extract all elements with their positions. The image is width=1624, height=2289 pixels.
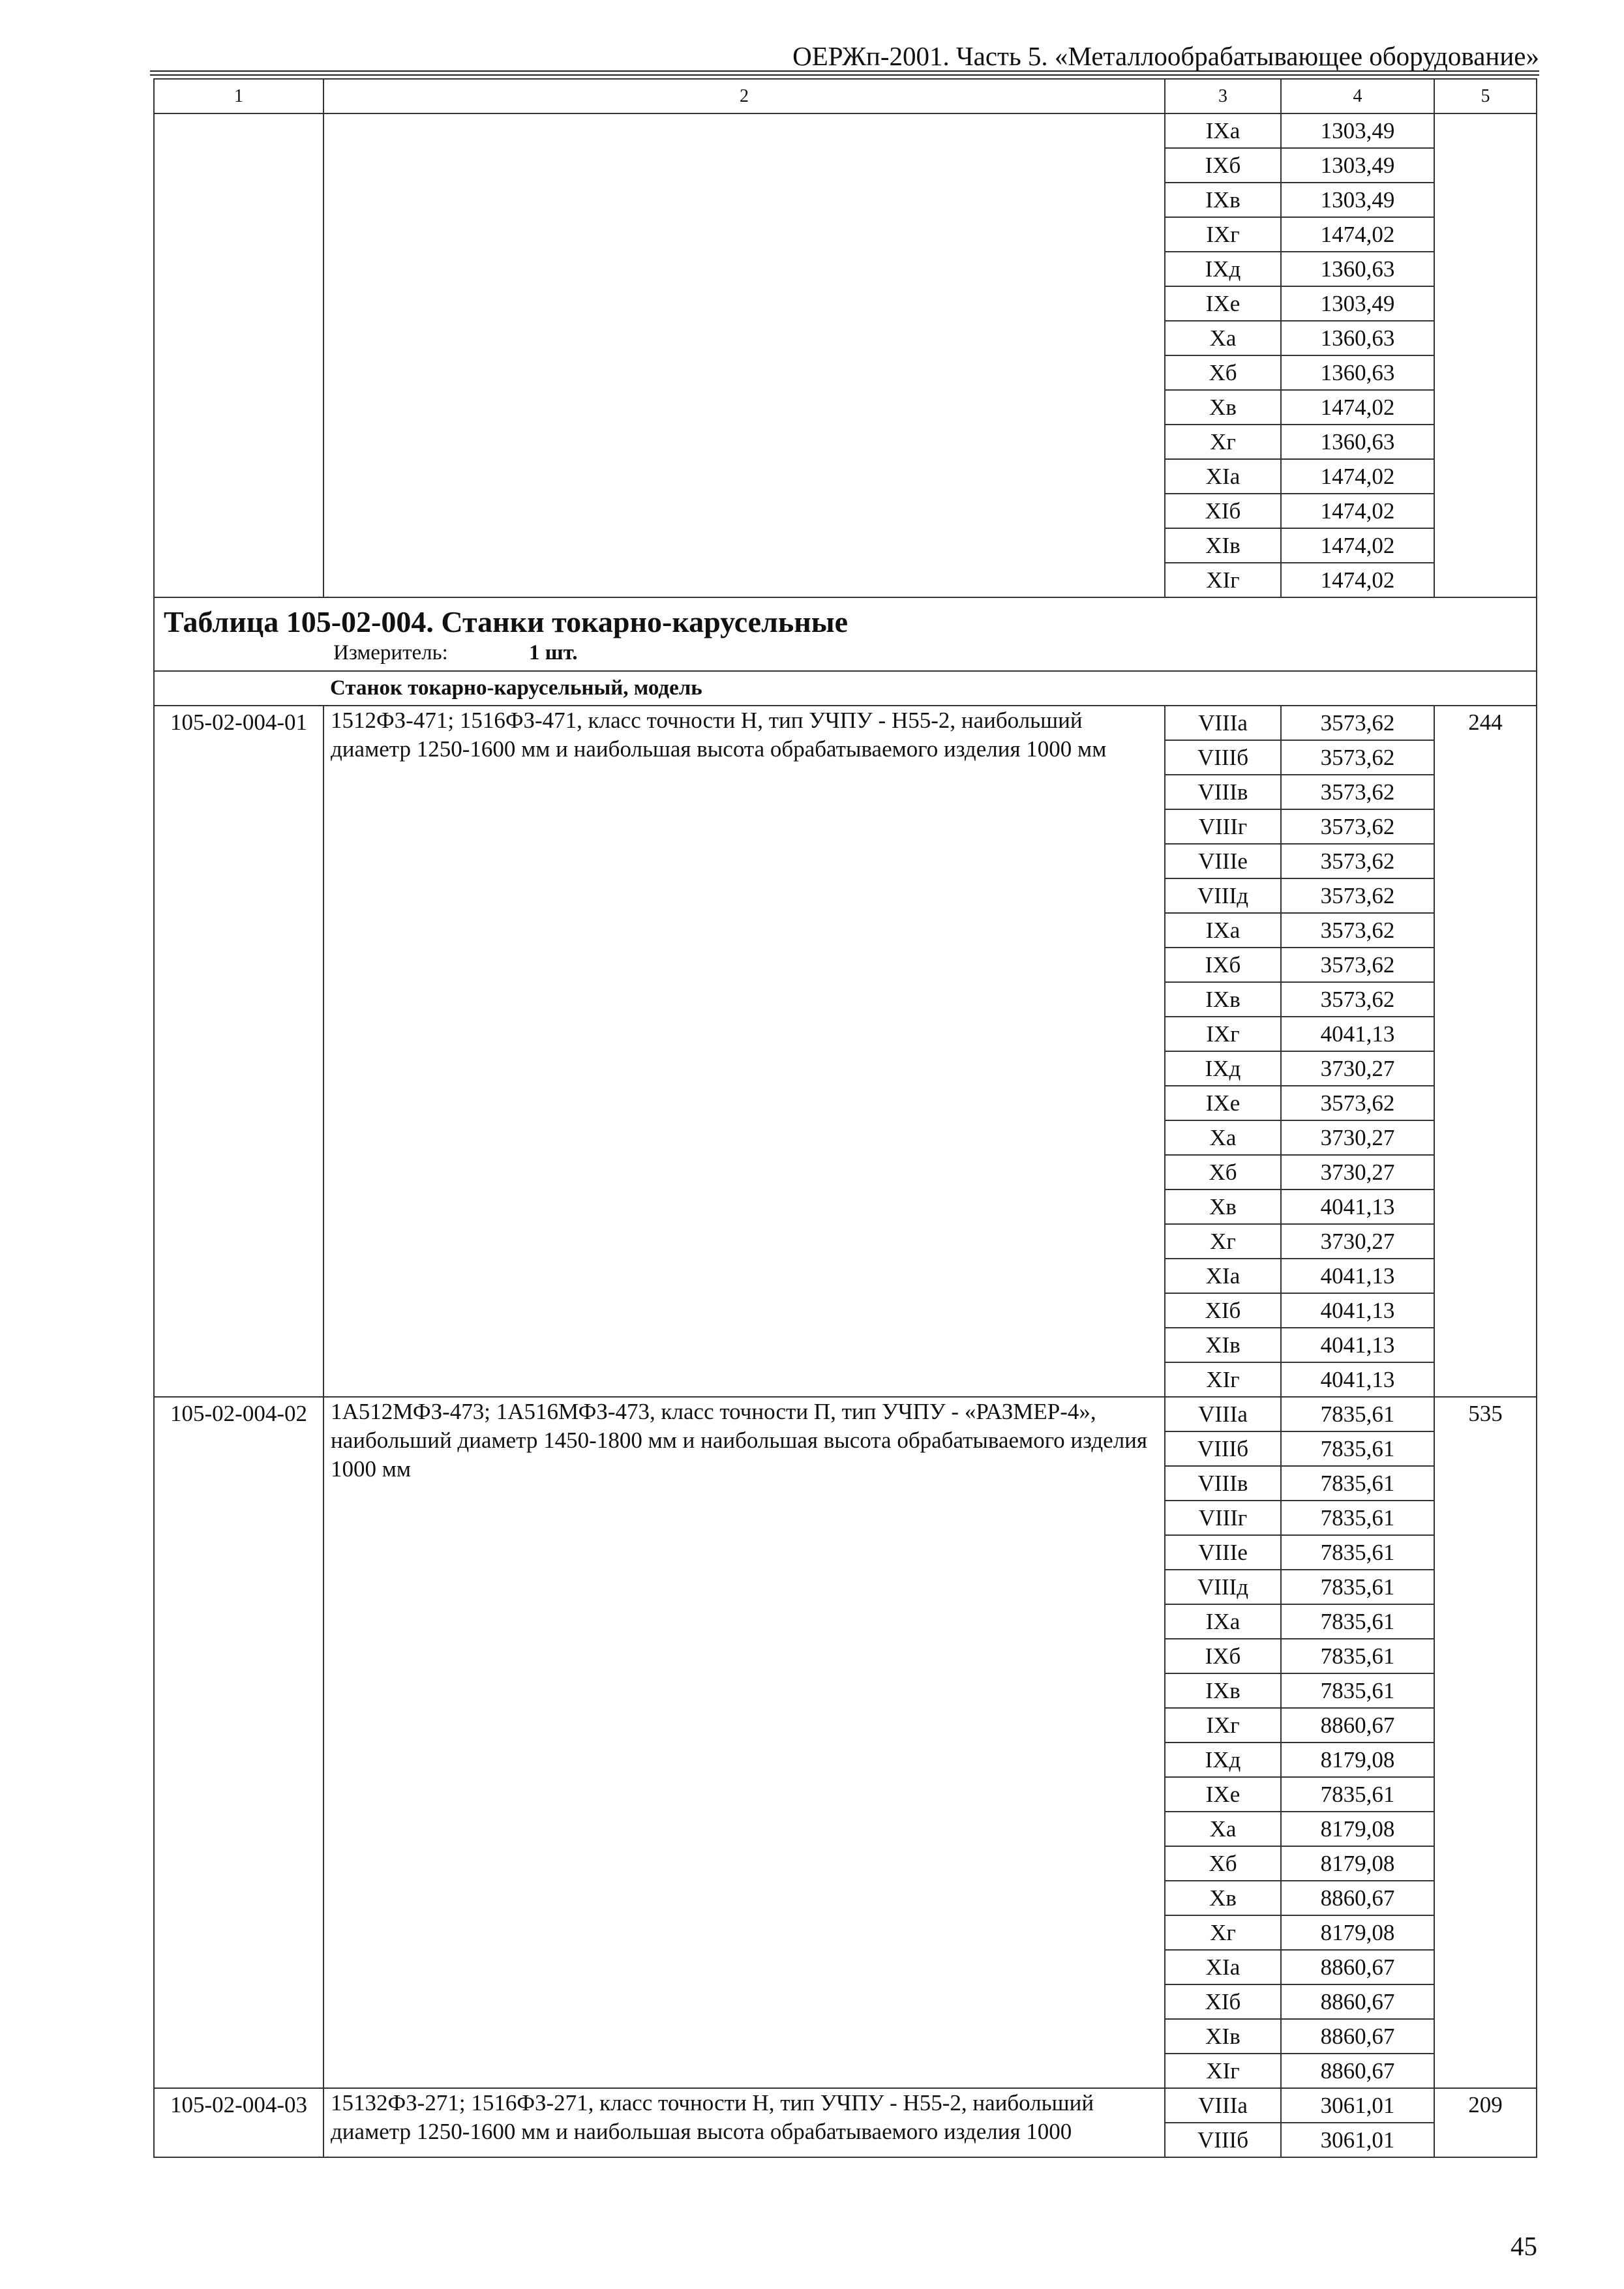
price-cell: 8860,67 [1281,1984,1434,2019]
class-cell: XIб [1165,494,1281,528]
class-cell: IXд [1165,1051,1281,1086]
class-cell: IXд [1165,1743,1281,1777]
item-qty: 209 [1434,2088,1537,2157]
class-cell: XIб [1165,1293,1281,1328]
class-cell: XIг [1165,1362,1281,1397]
class-cell: IXб [1165,948,1281,982]
price-cell: 3061,01 [1281,2123,1434,2157]
class-cell: IXв [1165,982,1281,1017]
price-cell: 3573,62 [1281,878,1434,913]
item-description: 1512ФЗ-471; 1516ФЗ-471, класс точности Н, тип УЧПУ - Н55-2, наибольший диаметр 1250-1600 мм и наибольшая высота обрабатываемого изделия 1000 мм [323,706,1165,1397]
measure-label: Измеритель: [333,641,448,665]
price-cell: 8860,67 [1281,1881,1434,1915]
description-cell [323,113,1165,597]
price-cell: 8179,08 [1281,1743,1434,1777]
price-cell: 4041,13 [1281,1362,1434,1397]
price-cell: 1360,63 [1281,425,1434,459]
table-title: Таблица 105-02-004. Станки токарно-карусельные [164,605,849,638]
price-cell: 3730,27 [1281,1155,1434,1189]
price-cell: 3573,62 [1281,948,1434,982]
price-cell: 1360,63 [1281,321,1434,355]
class-cell: Xб [1165,355,1281,390]
price-cell: 3573,62 [1281,913,1434,948]
class-cell: VIIIа [1165,1397,1281,1431]
class-cell: Xа [1165,321,1281,355]
code-cell [154,113,323,597]
measure-line [164,638,1529,670]
class-cell: VIIIб [1165,1431,1281,1466]
item-code: 105-02-004-02 [154,1397,323,2088]
price-cell: 1360,63 [1281,252,1434,286]
price-cell: 8860,67 [1281,2054,1434,2088]
page-number: 45 [1511,2231,1537,2261]
class-cell: XIг [1165,563,1281,597]
table-title-row [154,597,1537,671]
price-cell: 1303,49 [1281,113,1434,148]
price-cell: 1303,49 [1281,148,1434,183]
price-cell: 4041,13 [1281,1189,1434,1224]
price-cell: 7835,61 [1281,1604,1434,1639]
class-cell: XIа [1165,1950,1281,1984]
empty-cell [154,671,323,706]
qty-cell [1434,113,1537,597]
class-cell: VIIIе [1165,1535,1281,1570]
class-cell: IXе [1165,286,1281,321]
class-cell: VIIIб [1165,2123,1281,2157]
price-cell: 8179,08 [1281,1846,1434,1881]
price-cell: 3573,62 [1281,844,1434,878]
price-cell: 3730,27 [1281,1224,1434,1259]
class-cell: VIIIг [1165,809,1281,844]
price-cell: 1303,49 [1281,183,1434,217]
class-cell: IXе [1165,1086,1281,1120]
price-cell: 7835,61 [1281,1570,1434,1604]
class-cell: Xб [1165,1846,1281,1881]
price-cell: 1474,02 [1281,459,1434,494]
price-cell: 7835,61 [1281,1535,1434,1570]
section-heading-row [154,671,1537,706]
table-row [154,2088,1537,2123]
class-cell: Xа [1165,1120,1281,1155]
price-cell: 1474,02 [1281,217,1434,252]
class-cell: XIв [1165,1328,1281,1362]
class-cell: VIIIв [1165,1466,1281,1501]
price-cell: 1360,63 [1281,355,1434,390]
price-cell: 3573,62 [1281,809,1434,844]
price-cell: 4041,13 [1281,1328,1434,1362]
class-cell: IXб [1165,1639,1281,1673]
section-heading: Станок токарно-карусельный, модель [323,671,1537,706]
price-cell: 8860,67 [1281,1708,1434,1743]
class-cell: IXг [1165,217,1281,252]
price-cell: 7835,61 [1281,1777,1434,1812]
item-qty: 244 [1434,706,1537,1397]
price-cell: 7835,61 [1281,1431,1434,1466]
column-number: 2 [323,79,1165,113]
class-cell: Xб [1165,1155,1281,1189]
class-cell: Xв [1165,1881,1281,1915]
class-cell: XIв [1165,2019,1281,2054]
class-cell: VIIIа [1165,2088,1281,2123]
class-cell: Xг [1165,1915,1281,1950]
price-cell: 7835,61 [1281,1466,1434,1501]
header-rule [150,74,1539,76]
price-cell: 4041,13 [1281,1259,1434,1293]
header-rule [150,70,1539,72]
class-cell: VIIIг [1165,1501,1281,1535]
price-cell: 3573,62 [1281,775,1434,809]
page-header [150,37,1539,73]
price-cell: 3573,62 [1281,706,1434,740]
class-cell: IXа [1165,113,1281,148]
document-title: ОЕРЖп-2001. Часть 5. «Металлообрабатывающее оборудование» [792,41,1539,71]
price-cell: 4041,13 [1281,1017,1434,1051]
price-cell: 3573,62 [1281,982,1434,1017]
class-cell: IXв [1165,1673,1281,1708]
class-cell: XIа [1165,1259,1281,1293]
price-cell: 8179,08 [1281,1812,1434,1846]
class-cell: IXа [1165,913,1281,948]
class-cell: VIIIе [1165,844,1281,878]
class-cell: VIIIв [1165,775,1281,809]
column-number: 1 [154,79,323,113]
class-cell: IXв [1165,183,1281,217]
item-qty: 535 [1434,1397,1537,2088]
price-cell: 1474,02 [1281,528,1434,563]
class-cell: IXе [1165,1777,1281,1812]
price-cell: 3061,01 [1281,2088,1434,2123]
price-cell: 1474,02 [1281,390,1434,425]
price-table [153,78,1537,2158]
class-cell: IXг [1165,1017,1281,1051]
column-number: 5 [1434,79,1537,113]
item-description: 15132ФЗ-271; 1516ФЗ-271, класс точности Н, тип УЧПУ - Н55-2, наибольший диаметр 1250-1600 мм и наибольшая высота обрабатываемого изделия 1000 [323,2088,1165,2157]
class-cell: XIв [1165,528,1281,563]
price-cell: 3573,62 [1281,740,1434,775]
item-code: 105-02-004-01 [154,706,323,1397]
class-cell: IXд [1165,252,1281,286]
class-cell: VIIIд [1165,1570,1281,1604]
price-cell: 1474,02 [1281,563,1434,597]
table-row [154,706,1537,740]
price-cell: 8860,67 [1281,2019,1434,2054]
column-number: 3 [1165,79,1281,113]
class-cell: VIIIд [1165,878,1281,913]
class-cell: VIIIа [1165,706,1281,740]
class-cell: XIб [1165,1984,1281,2019]
table-title-cell [154,597,1537,671]
price-cell: 1303,49 [1281,286,1434,321]
price-cell: 1474,02 [1281,494,1434,528]
measure-value: 1 шт. [529,641,578,665]
price-cell: 4041,13 [1281,1293,1434,1328]
price-cell: 8860,67 [1281,1950,1434,1984]
class-cell: VIIIб [1165,740,1281,775]
class-cell: Xг [1165,1224,1281,1259]
class-cell: XIг [1165,2054,1281,2088]
price-cell: 3573,62 [1281,1086,1434,1120]
class-cell: Xв [1165,390,1281,425]
item-description: 1А512МФЗ-473; 1А516МФЗ-473, класс точности П, тип УЧПУ - «РАЗМЕР-4», наибольший диаметр 1450-1800 мм и наибольшая высота обрабатываемого изделия 1000 мм [323,1397,1165,2088]
class-cell: XIа [1165,459,1281,494]
class-cell: Xа [1165,1812,1281,1846]
table-row [154,1397,1537,1431]
class-cell: Xг [1165,425,1281,459]
price-cell: 7835,61 [1281,1501,1434,1535]
item-code: 105-02-004-03 [154,2088,323,2157]
column-number-row [154,79,1537,113]
column-number: 4 [1281,79,1434,113]
table-row [154,113,1537,148]
price-cell: 8179,08 [1281,1915,1434,1950]
price-cell: 3730,27 [1281,1120,1434,1155]
class-cell: IXа [1165,1604,1281,1639]
price-cell: 7835,61 [1281,1673,1434,1708]
class-cell: IXб [1165,148,1281,183]
class-cell: Xв [1165,1189,1281,1224]
price-cell: 7835,61 [1281,1397,1434,1431]
class-cell: IXг [1165,1708,1281,1743]
price-cell: 3730,27 [1281,1051,1434,1086]
price-cell: 7835,61 [1281,1639,1434,1673]
